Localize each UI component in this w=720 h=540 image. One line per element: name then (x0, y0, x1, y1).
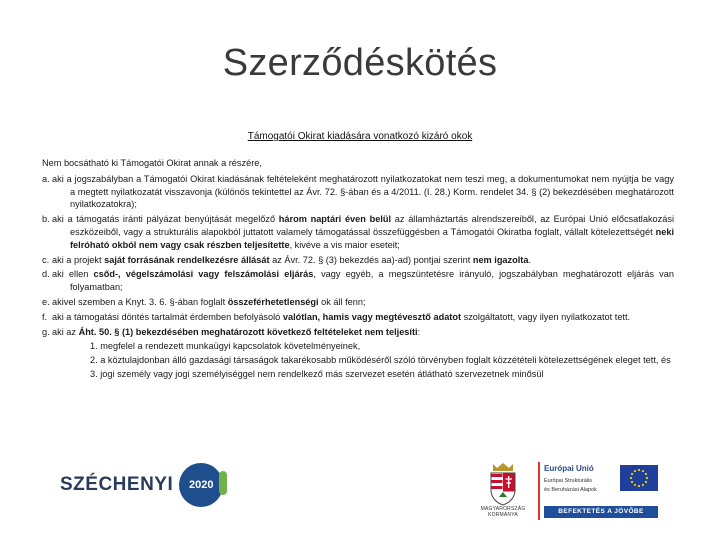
condition-item-3: 3. jogi személy vagy jogi személyiséggel nem rendelkező más szervezet esetén átlátható szervezetnek minősül (90, 368, 544, 379)
eu-fund-line2: és Beruházási Alapok (544, 487, 597, 493)
condition-sublist (42, 340, 674, 380)
eu-star-icon (631, 473, 633, 475)
item-emphasis: összeférhetetlenségi (227, 296, 319, 307)
item-text: aki a jogszabályban a Támogatói Okirat kiadásának feltételeként meghatározott nyilatkozatokat nem teszi meg, a dokumentumokat nem nyújtja be vagy a megtett nyilatkozatát visszavonja (különös tekintettel az Ávr. 72. §-ában és a 4/2011. (I. 28.) Korm. rendelet 34. § (2) bekezdésében meghatározott nyilatkozatokra); (52, 173, 674, 210)
item-emphasis: Áht. 50. § (1) bekezdésében meghatározott következő feltételeket nem teljesíti (78, 326, 418, 337)
eu-star-icon (645, 473, 647, 475)
eu-divider (538, 462, 540, 520)
hungary-government-logo (472, 462, 534, 518)
slide-body (42, 157, 674, 382)
item-text: , vagy egyéb, a megszüntetésre irányuló, jogszabályban meghatározott eljárás van folyamatban; (70, 269, 674, 293)
eu-flag-icon (620, 465, 658, 491)
item-text: ok áll fenn; (318, 296, 366, 307)
slide-title: Szerződéskötés (222, 42, 498, 84)
item-label: b. (42, 214, 50, 225)
exclusion-item-g (42, 326, 674, 339)
szechenyi-year-badge: 2020 (179, 463, 223, 507)
item-text: szolgáltatott, vagy ilyen nyilatkozatot tett. (461, 311, 631, 322)
item-text: aki az (52, 326, 79, 337)
item-text: . (528, 254, 532, 265)
item-text: aki a támogatás iránti pályázat benyújtását megelőző (52, 214, 279, 225)
item-label: f. (42, 311, 48, 322)
eu-star-icon (638, 469, 640, 471)
exclusion-item-d (42, 268, 674, 294)
exclusion-item-f (42, 311, 674, 324)
condition-item-2: 2. a köztulajdonban álló gazdasági társaságok takarékosabb működéséről szóló törvényben foglalt közzétételi kötelezettségének eleget tett, és (90, 355, 671, 366)
eu-invest-banner: BEFEKTETÉS A JÖVŐBE (544, 506, 658, 518)
item-label: c. (42, 254, 50, 265)
eu-star-icon (634, 484, 636, 486)
eu-star-icon (638, 485, 640, 487)
condition-item-1: 1. megfelel a rendezett munkaügyi kapcsolatok követelményeinek, (90, 341, 361, 352)
item-emphasis: saját forrásának rendelkezésre állását (104, 254, 270, 265)
exclusion-item-a (42, 173, 674, 211)
szechenyi-wordmark: SZÉCHENYI (60, 474, 174, 495)
eu-star-icon (634, 470, 636, 472)
eu-star-icon (642, 470, 644, 472)
eu-funding-logo (538, 462, 660, 520)
exclusion-item-e (42, 296, 674, 309)
item-label: g. (42, 326, 50, 337)
item-text: : (417, 326, 421, 337)
eu-star-icon (631, 481, 633, 483)
hungary-gov-line2: KORMÁNYA (488, 512, 518, 518)
item-emphasis: valótlan, hamis vagy megtévesztő adatot (282, 311, 462, 322)
item-text: aki a támogatási döntés tartalmát érdemben befolyásoló (52, 311, 283, 322)
item-text: az államháztartás alrendszereiből, az Európai Unió előcsatlakozási eszközeiből, vagy a strukturális alapokból juttatott valamely támogatással összefüggésben a Támogatói Okiratba foglalt, vállalt kötelezettségét (70, 214, 674, 237)
slide-subtitle: Támogatói Okirat kiadására vonatkozó kizáró okok (247, 131, 473, 142)
item-text: , kivéve a vis maior eseteit; (289, 239, 400, 250)
eu-fund-line1: Európai Strukturális (544, 478, 592, 484)
eu-star-icon (642, 484, 644, 486)
item-emphasis: csőd-, végelszámolási vagy felszámolási eljárás (93, 269, 314, 280)
hungary-gov-line1: MAGYARORSZÁG (480, 506, 526, 512)
item-label: d. (42, 269, 50, 280)
item-emphasis: nem igazolta (472, 254, 529, 265)
coat-of-arms-icon (485, 462, 521, 506)
intro-text: Nem bocsátható ki Támogatói Okirat annak a részére, (42, 158, 262, 168)
eu-star-icon (646, 477, 648, 479)
item-text: akivel szemben a Knyt. 3. 6. §-ában foglalt (52, 296, 228, 307)
item-label: e. (42, 296, 50, 307)
item-text: az Ávr. 72. § (3) bekezdés aa)-ad) pontjai szerint (269, 254, 473, 265)
exclusion-item-b (42, 213, 674, 251)
item-emphasis: három naptári éven belül (278, 214, 392, 225)
item-text: aki ellen (52, 269, 94, 280)
item-label: a. (42, 173, 50, 184)
exclusion-list (42, 173, 674, 339)
szechenyi-logo (60, 463, 223, 507)
eu-title: Európai Unió (544, 464, 594, 473)
item-text: aki a projekt (52, 254, 105, 265)
eu-star-icon (645, 481, 647, 483)
eu-star-icon (630, 477, 632, 479)
item-emphasis: neki felróható okból nem vagy csak részben teljesítette (70, 226, 674, 250)
exclusion-item-c (42, 254, 674, 267)
